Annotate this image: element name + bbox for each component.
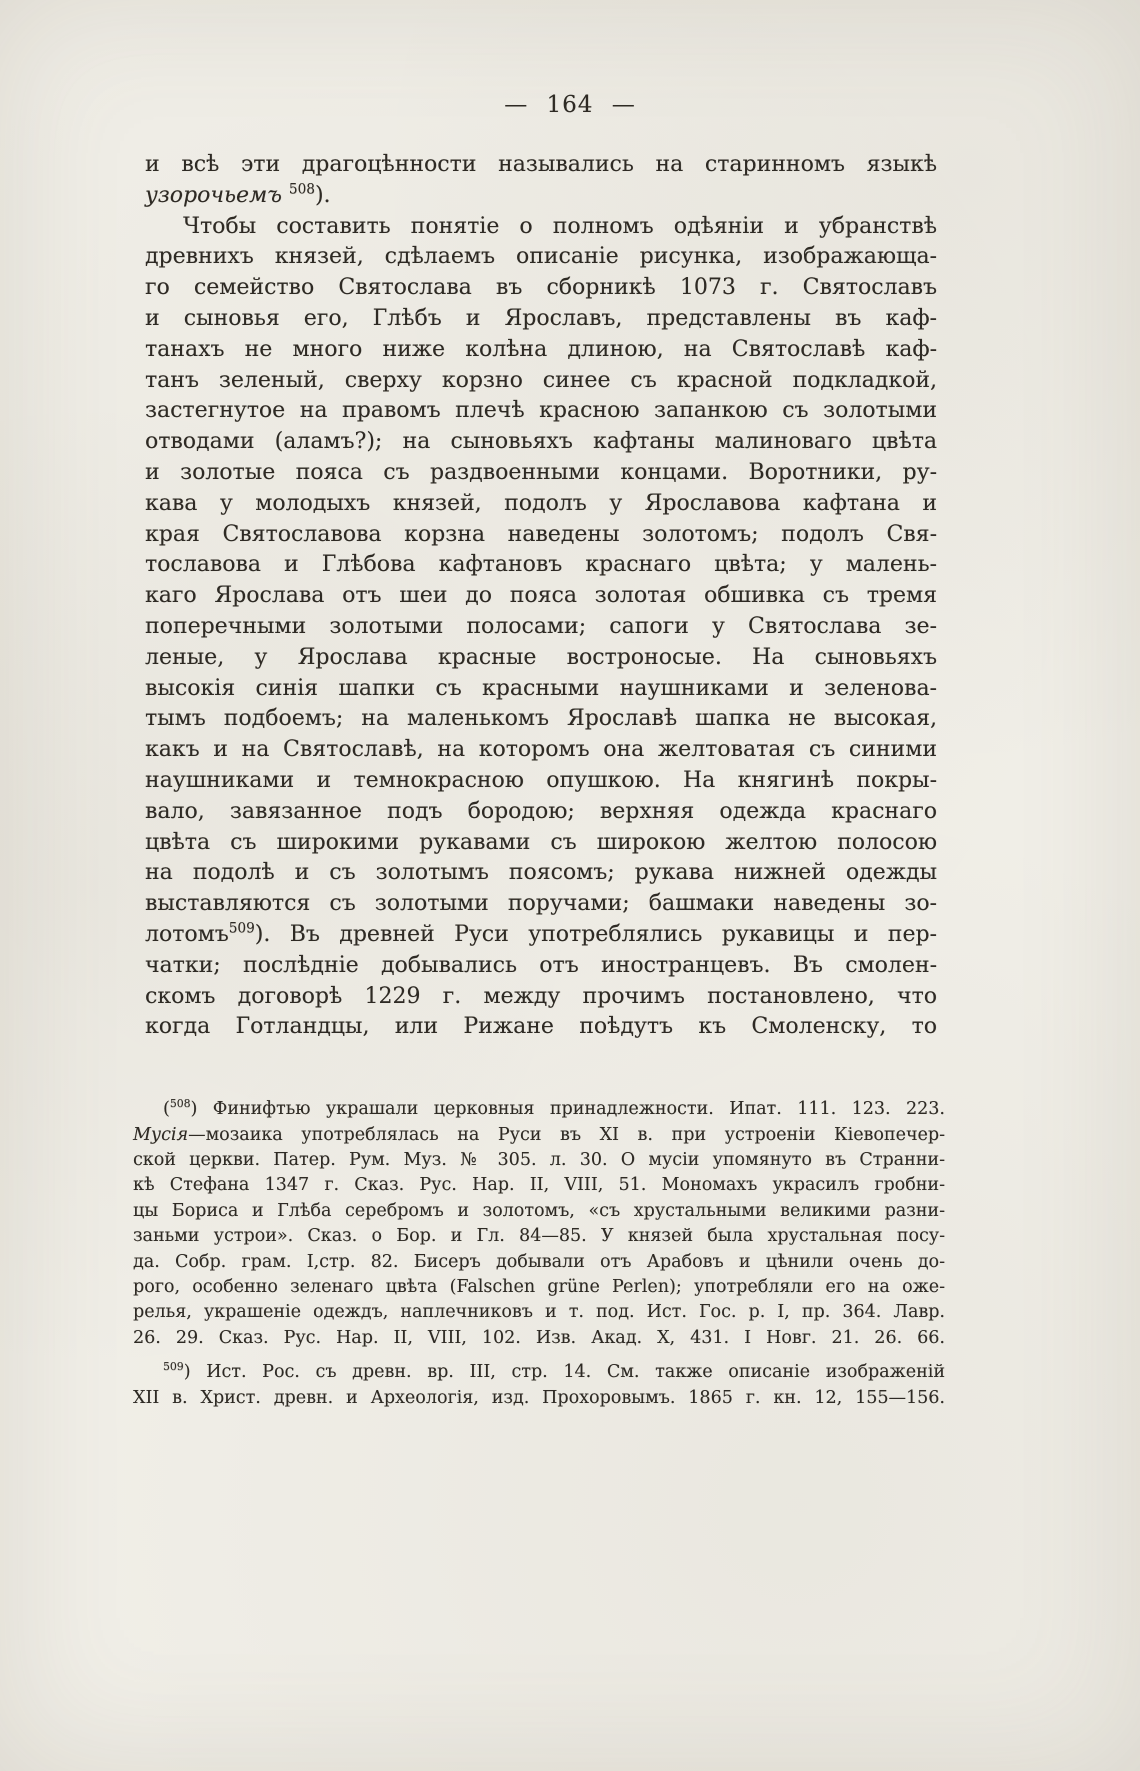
text-line: на подолѣ и съ золотымъ поясомъ; рукава нижней одежды: [145, 860, 937, 886]
text-line: XII в. Христ. древн. и Археологія, изд. Прохоровымъ. 1865 г. кн. 12, 155—156.: [133, 1387, 945, 1408]
text-line: чатки; послѣдніе добывались отъ иностранцевъ. Въ смолен-: [145, 952, 937, 978]
text-line: каго Ярослава отъ шеи до пояса золотая обшивка съ тремя: [145, 583, 937, 609]
text-line: цвѣта съ широкими рукавами съ широкою желтою полосою: [145, 829, 937, 855]
text-line: рого, особенно зеленаго цвѣта (Falschen grüne Perlen); употребляли его на оже-: [133, 1276, 945, 1297]
main-text: [145, 150, 937, 1043]
text-line: 26. 29. Сказ. Рус. Нар. II, VIII, 102. Изв. Акад. X, 431. I Новг. 21. 26. 66.: [133, 1327, 945, 1348]
text-line: поперечными золотыми полосами; сапоги у Святослава зе-: [145, 613, 937, 639]
text-line: тымъ подбоемъ; на маленькомъ Ярославѣ шапка не высокая,: [145, 706, 937, 732]
text-line: выставляются съ золотыми поручами; башмаки наведены зо-: [145, 891, 937, 917]
text-line: высокія синія шапки съ красными наушниками и зеленова-: [145, 675, 937, 701]
text-line: цы Бориса и Глѣба серебромъ и золотомъ, «съ хрустальными великими разни-: [133, 1200, 945, 1221]
text-line: танахъ не много ниже колѣна длиною, на Святославѣ каф-: [145, 336, 937, 362]
text-line: Чтобы составить понятіе о полномъ одѣяніи и убранствѣ: [183, 213, 937, 239]
text-line: и золотые пояса съ раздвоенными концами. Воротники, ру-: [145, 459, 937, 485]
text-line: наушниками и темнокрасною опушкою. На княгинѣ покры-: [145, 767, 937, 793]
text-line: и сыновья его, Глѣбъ и Ярославъ, представлены въ каф-: [145, 305, 937, 331]
text-line: древнихъ князей, сдѣлаемъ описаніе рисунка, изображающа-: [145, 244, 937, 270]
text-line: лотомъ$^{509}$). Въ древней Руси употреблялись рукавицы и пер-: [145, 920, 937, 947]
footnotes: [133, 1097, 945, 1411]
text-line: и всѣ эти драгоцѣнности назывались на старинномъ языкѣ: [145, 152, 937, 177]
text-line: скомъ договорѣ 1229 г. между прочимъ постановлено, что: [145, 983, 937, 1009]
text-line: какъ и на Святославѣ, на которомъ она желтоватая съ синими: [145, 737, 937, 763]
text-line: отводами (аламъ?); на сыновьяхъ кафтаны малиноваго цвѣта: [145, 429, 937, 455]
text-line: го семейство Святослава въ сборникѣ 1073 г. Святославъ: [145, 275, 937, 301]
page-number: — 164 —: [504, 92, 636, 118]
text-line: застегнутое на правомъ плечѣ красною запанкою съ золотыми: [145, 398, 937, 424]
text-line: леные, у Ярослава красные востроносые. На сыновьяхъ: [145, 644, 937, 670]
text-line: $^{509}$) Ист. Рос. съ древн. вр. III, стр. 14. См. также описаніе изображеній: [163, 1360, 945, 1383]
text-line: края Святославова корзна наведены золотомъ; подолъ Свя-: [145, 521, 937, 547]
text-line: да. Собр. грам. I,стр. 82. Бисеръ добывали отъ Арабовъ и цѣнили очень до-: [133, 1251, 945, 1272]
text-line: тославова и Глѣбова кафтановъ краснаго цвѣта; у малень-: [145, 552, 937, 578]
footnote-508: [133, 1097, 945, 1351]
text-line: узорочьемъ $^{508}$).: [145, 181, 331, 208]
text-line: заньми устрои». Сказ. о Бор. и Гл. 84—85. У князей была хрустальная посу-: [133, 1226, 945, 1247]
footnote-509: [133, 1360, 945, 1411]
text-line: релья, украшеніе одеждъ, наплечниковъ и т. под. Ист. Гос. р. I, пр. 364. Лавр.: [133, 1302, 945, 1323]
text-line: кава у молодыхъ князей, подолъ у Ярославова кафтана и: [145, 490, 937, 516]
text-line: танъ зеленый, сверху корзно синее съ красной подкладкой,: [145, 367, 937, 393]
text-line: Мусія—мозаика употреблялась на Руси въ XI в. при устроеніи Кіевопечер-: [133, 1124, 945, 1145]
text-line: ($^{508}$) Финифтью украшали церковныя принадлежности. Ипат. 111. 123. 223.: [163, 1097, 945, 1120]
text-line: ской церкви. Патер. Рум. Муз. № 305. л. 30. О мусіи упомянуто въ Странни-: [133, 1149, 945, 1170]
text-line: вало, завязанное подъ бородою; верхняя одежда краснаго: [145, 798, 937, 824]
text-line: кѣ Стефана 1347 г. Сказ. Рус. Нар. II, VIII, 51. Мономахъ украсилъ гробни-: [133, 1175, 945, 1196]
text-line: когда Готландцы, или Рижане поѣдутъ къ Смоленску, то: [145, 1014, 937, 1040]
